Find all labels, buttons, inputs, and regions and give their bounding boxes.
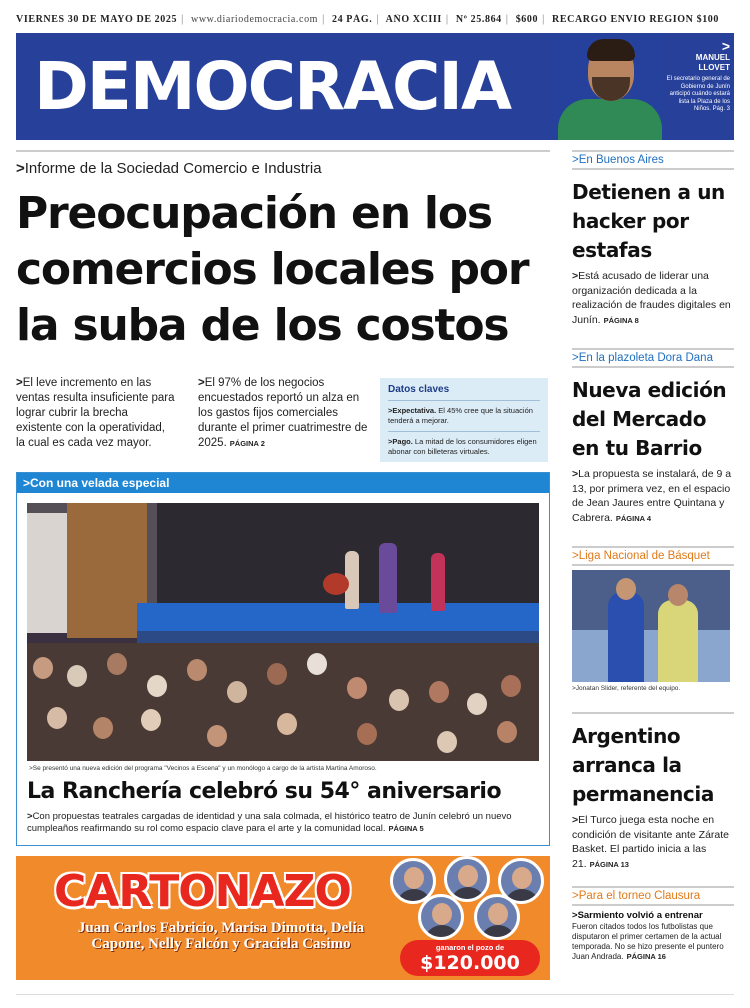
sidebar-story-argentino[interactable] — [572, 712, 734, 872]
sidebar-story-basket[interactable] — [572, 546, 734, 692]
sidebar-summary: >La propuesta se instalará, de 9 a 13, por primera vez, en el espacio de Jean Jaures entre Quintana y Cabrera. PÁGINA 4 — [572, 468, 732, 524]
basketball-photo[interactable] — [572, 570, 730, 682]
sidebar-headline[interactable]: Nueva edición del Mercado en tu Barrio — [572, 378, 727, 460]
edition-info-bar: VIERNES 30 DE MAYO DE 2025 | www.diariodemocracia.com | 24 PÁG. | AÑO XCIII | Nº 25.864 | $600 | RECARGO ENVÍO REGIÓN $100 — [16, 14, 719, 25]
lead-kicker[interactable]: >Informe de la Sociedad Comercio e Industria — [16, 160, 322, 177]
divider — [16, 994, 734, 995]
masthead-teaser[interactable] — [664, 39, 730, 135]
sidebar-headline[interactable]: Detienen a un hacker por estafas — [572, 180, 725, 262]
feature-headline[interactable]: La Ranchería celebró su 54° aniversario — [27, 779, 502, 804]
sidebar-summary: >Está acusado de liderar una organización dedicada a la realización de fraudes digitales en Junín. PÁGINA 8 — [572, 270, 731, 326]
price: $600 — [515, 14, 539, 25]
sidebar-summary: >El Turco juega esta noche en condición de visitante ante Zárate Basket. El partido inicia a las 21. PÁGINA 13 — [572, 814, 730, 870]
ad-prize-badge — [400, 940, 540, 976]
key-data-title: Datos claves — [388, 384, 450, 395]
key-data-box — [380, 378, 548, 462]
divider — [16, 150, 550, 152]
teaser-blurb: El secretario general de Gobierno de Junín anticipó cuándo estará lista la Plaza de los Niños. Pág. 3 — [666, 76, 730, 112]
newspaper-logo[interactable]: DEMOCRACIA — [34, 48, 511, 125]
sidebar-story-hacker[interactable] — [572, 150, 734, 328]
key-data-item: >Expectativa. El 45% cree que la situación tenderá a mejorar. — [388, 406, 533, 425]
masthead-person-photo[interactable] — [554, 33, 664, 140]
photo-caption: >Se presentó una nueva edición del programa "Vecinos a Escena" y un monólogo a cargo de la artista Martina Amoroso. — [29, 765, 377, 772]
page-count: 24 PÁG. — [331, 14, 373, 25]
sidebar-story-sarmiento[interactable] — [572, 886, 734, 962]
sidebar-kicker: >Liga Nacional de Básquet — [572, 550, 710, 562]
issue-number: Nº 25.864 — [455, 14, 502, 25]
ad-prize-label: ganaron el pozo de — [435, 943, 505, 952]
ad-winners: Juan Carlos Fabricio, Marisa Dimotta, Delia Capone, Nelly Falcón y Graciela Casimo — [77, 920, 365, 952]
website-link[interactable]: www.diariodemocracia.com — [191, 14, 319, 25]
ad-prize-amount: $120.000 — [420, 952, 520, 974]
sidebar-headline[interactable]: Argentino arranca la permanencia — [572, 724, 714, 806]
ad-brand-logo: CARTONAZO — [54, 866, 351, 917]
shipping-surcharge: RECARGO ENVÍO REGIÓN $100 — [552, 14, 719, 25]
sidebar-story-mercado[interactable] — [572, 348, 734, 526]
theater-photo[interactable] — [27, 503, 539, 761]
edition-date: VIERNES 30 DE MAYO DE 2025 — [16, 14, 178, 25]
lead-summary-col1: >El leve incremento en las ventas resulta insuficiente para lograr cubrir la brecha existente con la operatividad, la cual es cada vez mayor. — [16, 377, 175, 449]
sidebar-kicker: >En Buenos Aires — [572, 154, 664, 166]
feature-summary: >Con propuestas teatrales cargadas de identidad y una sala colmada, el histórico teatro de Junín celebró un nuevo cumpleaños reafirmando su rol como espacio clave para el arte y la comunidad local. PÁGINA 5 — [27, 811, 512, 834]
lead-summary-col2: >El 97% de los negocios encuestados reportó un alza en los gastos fijos comerciales durante el primer cuatrimestre de 2025. PÁGINA 2 — [198, 377, 368, 449]
teaser-person-name: MANUEL LLOVET — [695, 53, 730, 72]
sidebar-small-headline[interactable]: >Sarmiento volvió a entrenar — [572, 910, 703, 921]
edition-year: AÑO XCIII — [385, 14, 442, 25]
photo-caption: >Jonatan Slider, referente del equipo. — [572, 685, 681, 692]
feature-story[interactable] — [16, 472, 550, 846]
cartonazo-ad[interactable] — [16, 856, 550, 980]
sidebar-small-summary: Fueron citados todos los futbolistas que disputaron el primer certamen de la actual temporada. No se hizo presente el puntero Juan Andrada. PÁGINA 16 — [572, 922, 724, 961]
chevron-right-icon: > — [721, 38, 730, 54]
masthead — [16, 33, 734, 140]
lead-headline[interactable]: Preocupación en los comercios locales por la suba de los costos — [16, 188, 529, 351]
feature-kicker: >Con una velada especial — [17, 473, 549, 493]
key-data-item: >Pago. La mitad de los consumidores eligen abonar con billeteras virtuales. — [388, 437, 537, 456]
sidebar-kicker: >En la plazoleta Dora Dana — [572, 352, 713, 364]
sidebar-kicker: >Para el torneo Clausura — [572, 890, 701, 902]
